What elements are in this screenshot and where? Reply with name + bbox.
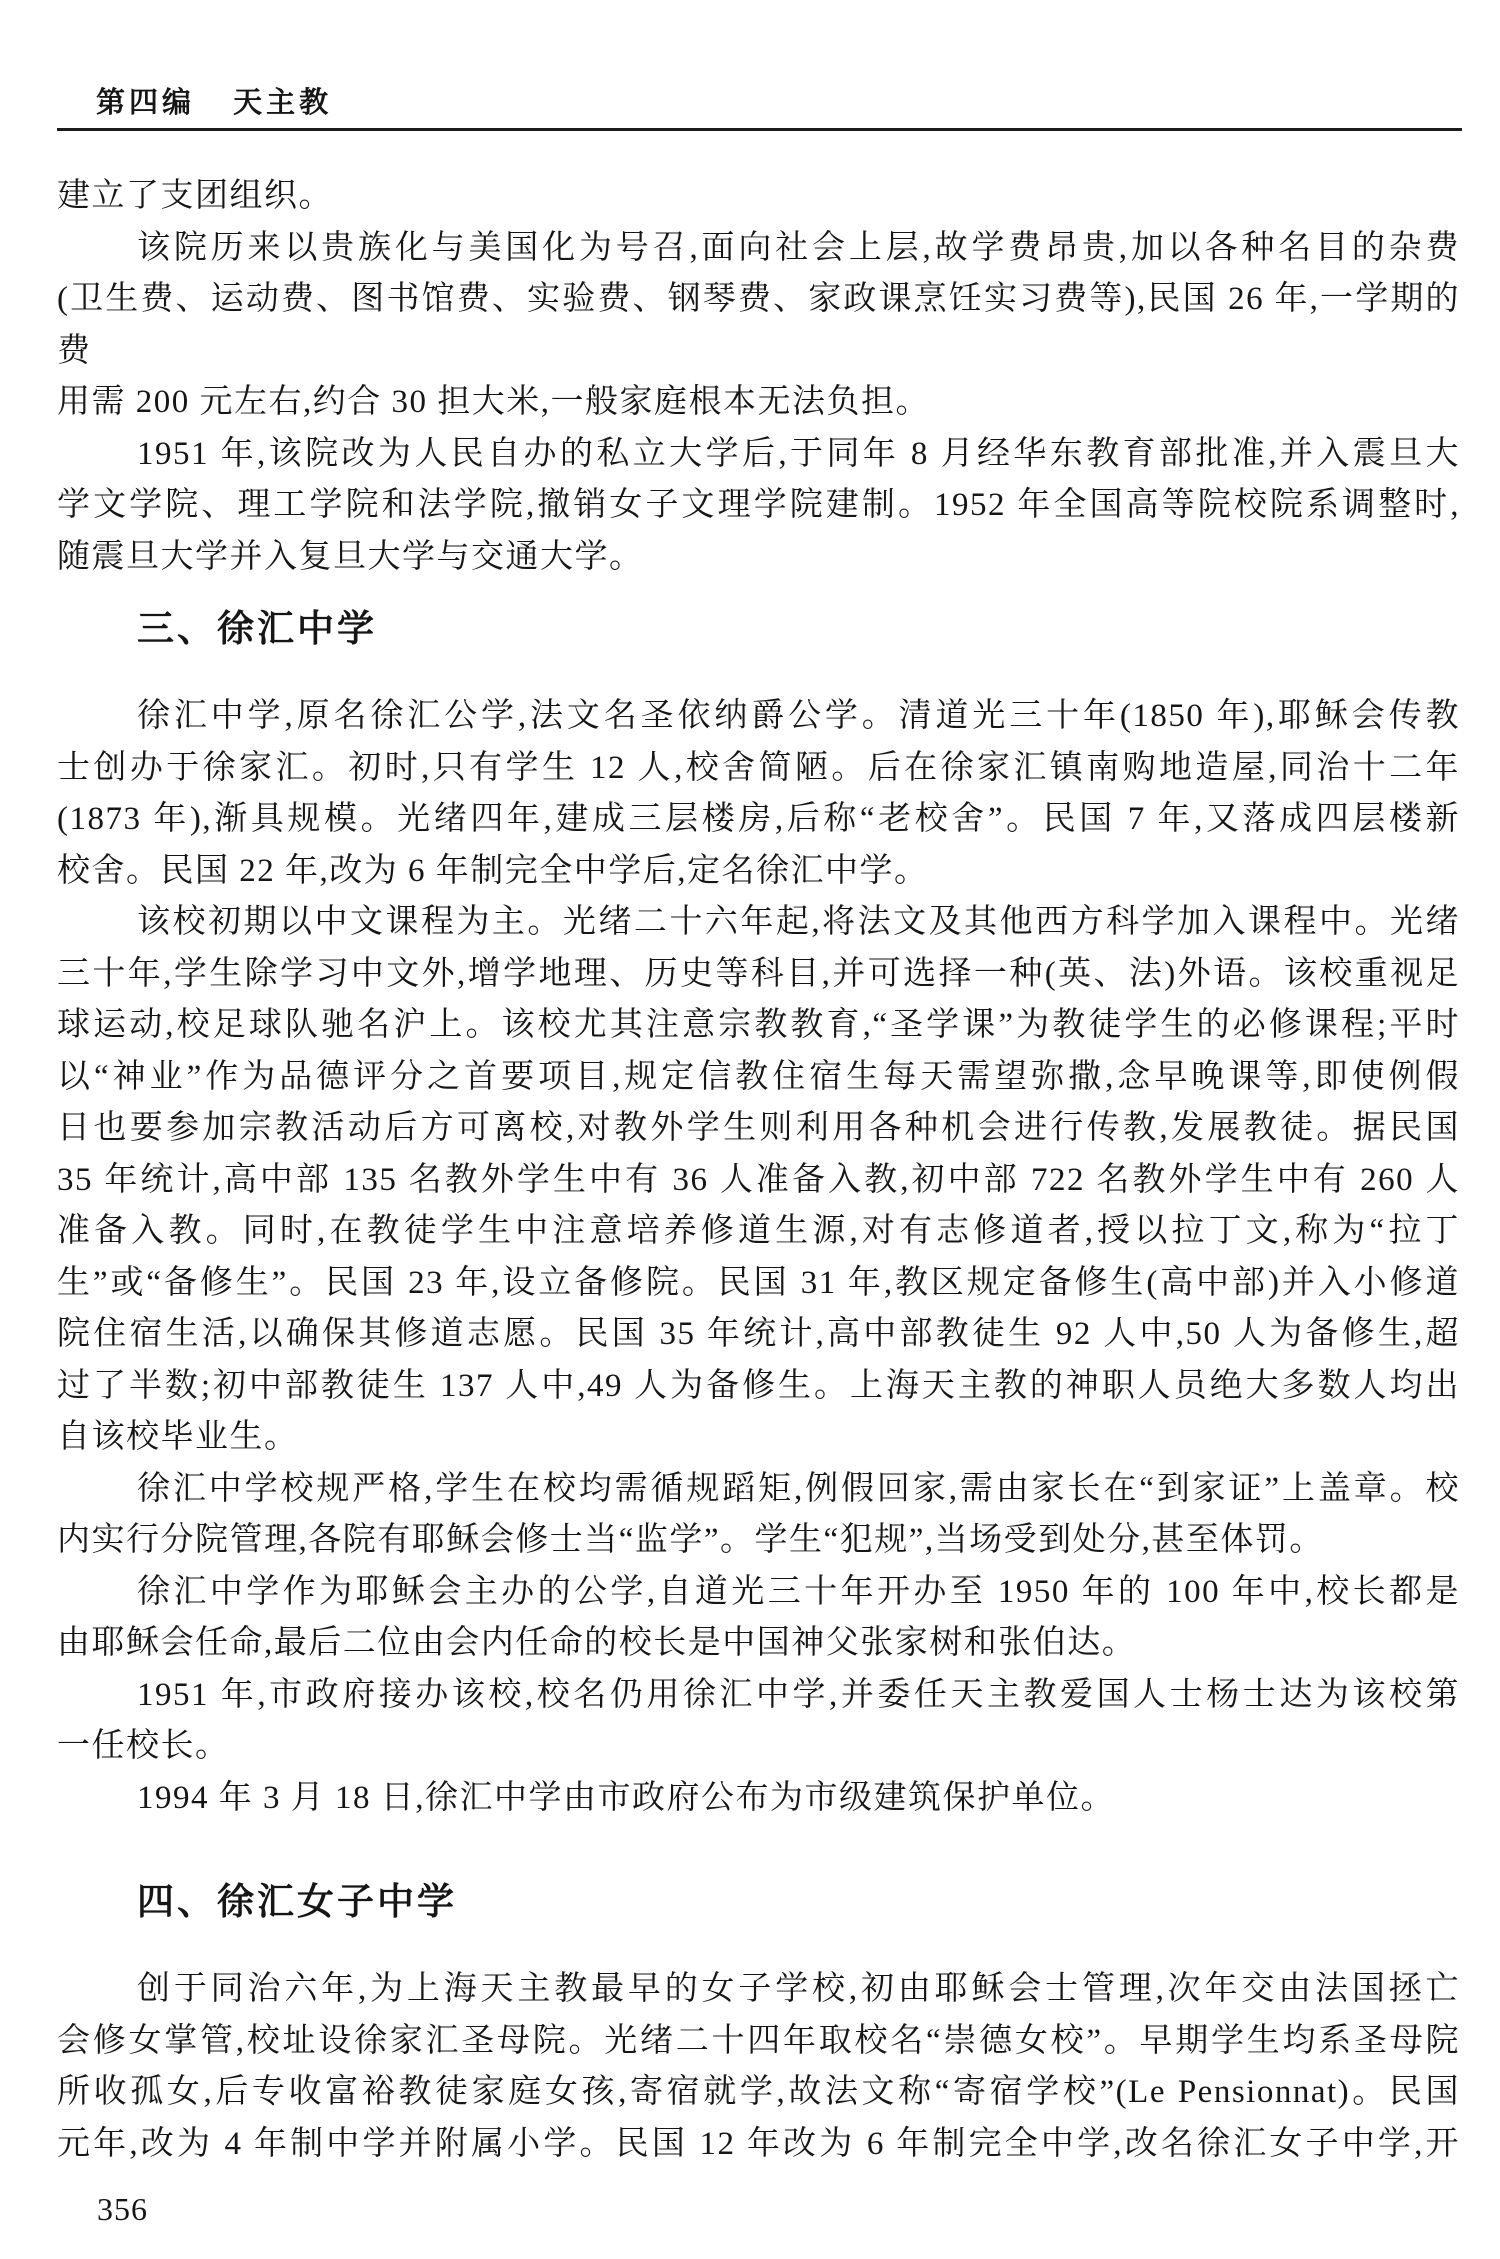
page-body (57, 171, 1460, 2236)
text-line: 所收孤女,后专收富裕教徒家庭女孩,寄宿就学,故法文称“寄宿学校”(Le Pensionnat)。民国 (57, 2074, 1460, 2110)
running-header-section-number: 第四编 (96, 87, 196, 119)
text-line: 会修女掌管,校址设徐家汇圣母院。光绪二十四年取校名“崇德女校”。早期学生均系圣母院 (57, 2022, 1460, 2059)
text-line: (卫生费、运动费、图书馆费、实验费、钢琴费、家政课烹饪实习费等),民国 26 年,一学期的费 (57, 281, 1460, 369)
text-line: 内实行分院管理,各院有耶稣会修士当“监学”。学生“犯规”,当场受到处分,甚至体罚。 (57, 1522, 1324, 1558)
text-line: 一任校长。 (57, 1728, 230, 1764)
text-line: 自该校毕业生。 (57, 1419, 299, 1455)
text-line: 创于同治六年,为上海天主教最早的女子学校,初由耶稣会士管理,次年交由法国拯亡 (137, 1971, 1460, 2007)
section-heading-4: 四、徐汇女子中学 (137, 1881, 457, 1922)
running-header-section-title: 天主教 (233, 87, 333, 119)
text-line: 准备入教。同时,在教徒学生中注意培养修道生源,对有志修道者,授以拉丁文,称为“拉丁 (57, 1213, 1460, 1249)
text-line: 日也要参加宗教活动后方可离校,对教外学生则利用各种机会进行传教,发展教徒。据民国 (57, 1110, 1460, 1146)
text-line: 该校初期以中文课程为主。光绪二十六年起,将法文及其他西方科学加入课程中。光绪 (137, 904, 1460, 940)
text-line: 生”或“备修生”。民国 23 年,设立备修院。民国 31 年,教区规定备修生(高中部)并入小修道 (57, 1264, 1460, 1301)
running-header (96, 80, 332, 121)
text-line: 35 年统计,高中部 135 名教外学生中有 36 人准备入教,初中部 722 名教外学生中有 260 人 (57, 1161, 1460, 1198)
text-line: 由耶稣会任命,最后二位由会内任命的校长是中国神父张家树和张伯达。 (57, 1625, 1137, 1661)
text-line: 士创办于徐家汇。初时,只有学生 12 人,校舍简陋。后在徐家汇镇南购地造屋,同治十二年 (57, 749, 1460, 786)
text-line: 1951 年,该院改为人民自办的私立大学后,于同年 8 月经华东教育部批准,并入震旦大 (137, 435, 1460, 472)
section-heading-3: 三、徐汇中学 (137, 608, 377, 649)
text-line: 球运动,校足球队驰名沪上。该校尤其注意宗教教育,“圣学课”为教徒学生的必修课程;平时 (57, 1007, 1460, 1043)
text-line: 校舍。民国 22 年,改为 6 年制完全中学后,定名徐汇中学。 (57, 852, 929, 889)
text-line: (1873 年),渐具规模。光绪四年,建成三层楼房,后称“老校舍”。民国 7 年,又落成四层楼新 (57, 801, 1460, 837)
text-line: 建立了支团组织。 (57, 178, 333, 214)
text-line: 元年,改为 4 年制中学并附属小学。民国 12 年改为 6 年制完全中学,改名徐汇女子中学,开 (57, 2125, 1460, 2162)
text-line: 过了半数;初中部教徒生 137 人中,49 人为备修生。上海天主教的神职人员绝大多数人均出 (57, 1367, 1460, 1404)
text-line: 随震旦大学并入复旦大学与交通大学。 (57, 538, 644, 575)
text-line: 用需 200 元左右,约合 30 担大米,一般家庭根本无法负担。 (57, 384, 930, 420)
text-line: 该院历来以贵族化与美国化为号召,面向社会上层,故学费昂贵,加以各种名目的杂费 (137, 229, 1460, 266)
text-line: 1951 年,市政府接办该校,校名仍用徐汇中学,并委任天主教爱国人士杨士达为该校第 (137, 1676, 1460, 1713)
text-line: 三十年,学生除学习中文外,增学地理、历史等科目,并可选择一种(英、法)外语。该校重视足 (57, 955, 1460, 992)
text-line: 徐汇中学作为耶稣会主办的公学,自道光三十年开办至 1950 年的 100 年中,校长都是 (137, 1573, 1460, 1610)
text-line: 徐汇中学校规严格,学生在校均需循规蹈矩,例假回家,需由家长在“到家证”上盖章。校 (137, 1470, 1460, 1507)
page-number: 356 (97, 2191, 148, 2227)
text-line: 徐汇中学,原名徐汇公学,法文名圣依纳爵公学。清道光三十年(1850 年),耶稣会传教 (137, 698, 1460, 734)
text-line: 学文学院、理工学院和法学院,撤销女子文理学院建制。1952 年全国高等院校院系调整时, (57, 487, 1460, 523)
text-line: 以“神业”作为品德评分之首要项目,规定信教住宿生每天需望弥撒,念早晚课等,即使例假 (57, 1058, 1460, 1095)
header-rule (57, 128, 1462, 131)
text-line: 院住宿生活,以确保其修道志愿。民国 35 年统计,高中部教徒生 92 人中,50 人为备修生,超 (57, 1316, 1460, 1352)
text-line: 1994 年 3 月 18 日,徐汇中学由市政府公布为市级建筑保护单位。 (137, 1779, 1115, 1816)
